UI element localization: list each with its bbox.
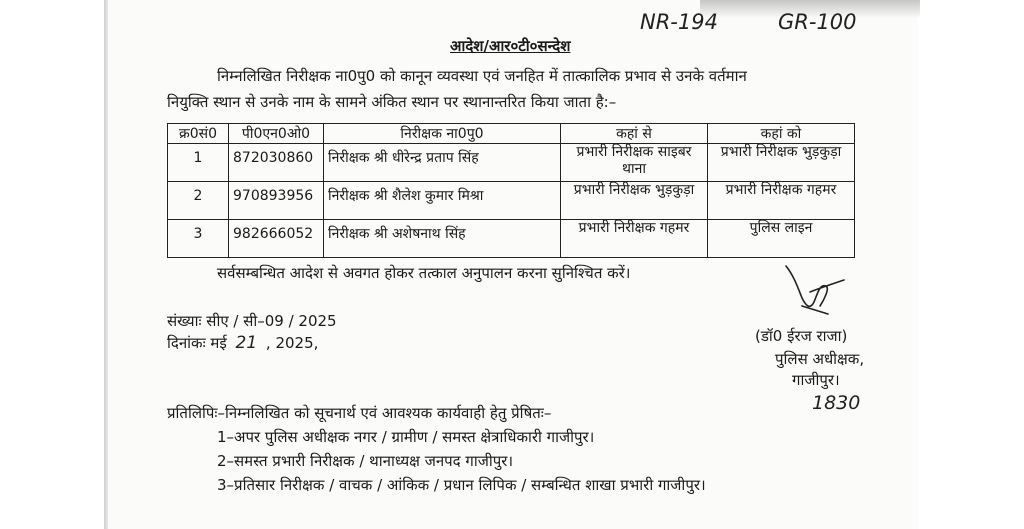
copy-to-heading: प्रतिलिपिः–निम्नलिखित को सूचनार्थ एवं आवश्यक कार्यवाही हेतु प्रेषितः– [167, 404, 552, 422]
cell-serial: 2 [168, 182, 229, 220]
copy-to-item: 3–प्रतिसार निरीक्षक / वाचक / आंकिक / प्रधान लिपिक / सम्बन्धित शाखा प्रभारी गाजीपुर। [217, 476, 706, 494]
handwritten-nr: NR-194 [640, 10, 718, 34]
cell-name: निरीक्षक श्री शैलेश कुमार मिश्रा [324, 182, 561, 220]
signatory-name: (डॉ0 ईरज राजा) [755, 327, 848, 345]
cell-name: निरीक्षक श्री धीरेन्द्र प्रताप सिंह [324, 144, 561, 182]
cell-serial: 3 [168, 220, 229, 258]
copy-to-item: 2–समस्त प्रभारी निरीक्षक / थानाध्यक्ष जनपद गाजीपुर। [217, 452, 514, 470]
document-title: आदेश/आर०टी०सन्देश [450, 37, 571, 55]
header-to: कहां को [708, 124, 855, 144]
cell-pno: 872030860 [229, 144, 324, 182]
compliance-line: सर्वसम्बन्धित आदेश से अवगत होकर तत्काल अनुपालन करना सुनिश्चित करें। [217, 264, 631, 282]
cell-serial: 1 [168, 144, 229, 182]
date-label: दिनांकः मई [167, 334, 227, 352]
reference-number: संख्याः सीए / सी–09 / 2025 [167, 312, 337, 330]
signatory-place: गाजीपुर। [792, 371, 840, 389]
cell-from: प्रभारी निरीक्षक गहमर [561, 220, 708, 258]
signatory-designation: पुलिस अधीक्षक, [775, 350, 865, 368]
intro-line-1: निम्नलिखित निरीक्षक ना0पु0 को कानून व्यवस्था एवं जनहित में तात्कालिक प्रभाव से उनके वर्तमान [217, 67, 747, 85]
cell-to: पुलिस लाइन [708, 220, 855, 258]
copy-to-item: 1–अपर पुलिस अधीक्षक नगर / ग्रामीण / समस्त क्षेत्राधिकारी गाजीपुर। [217, 428, 595, 446]
handwritten-number: 1830 [812, 392, 861, 414]
table-row [168, 144, 855, 182]
table-row [168, 182, 855, 220]
cell-from: प्रभारी निरीक्षक भुड़कुड़ा [561, 182, 708, 220]
header-name: निरीक्षक ना0पु0 [324, 124, 561, 144]
date-line [167, 333, 318, 353]
header-from: कहां से [561, 124, 708, 144]
signature-mark [780, 262, 850, 322]
cell-to: प्रभारी निरीक्षक भुड़कुड़ा [708, 144, 855, 182]
transfer-table [167, 123, 855, 258]
header-pno: पी0एन0ओ0 [229, 124, 324, 144]
date-year: , 2025, [265, 334, 319, 352]
cell-from: प्रभारी निरीक्षक साइबर थाना [561, 144, 708, 182]
intro-line-2: नियुक्ति स्थान से उनके नाम के सामने अंकित स्थान पर स्थानान्तरित किया जाता है:– [167, 93, 617, 111]
cell-to: प्रभारी निरीक्षक गहमर [708, 182, 855, 220]
date-day: 21 [235, 333, 258, 353]
cell-name: निरीक्षक श्री अशेषनाथ सिंह [324, 220, 561, 258]
header-serial: क्र0सं0 [168, 124, 229, 144]
table-header-row [168, 124, 855, 144]
handwritten-gr: GR-100 [778, 10, 857, 34]
cell-pno: 970893956 [229, 182, 324, 220]
cell-pno: 982666052 [229, 220, 324, 258]
table-row [168, 220, 855, 258]
